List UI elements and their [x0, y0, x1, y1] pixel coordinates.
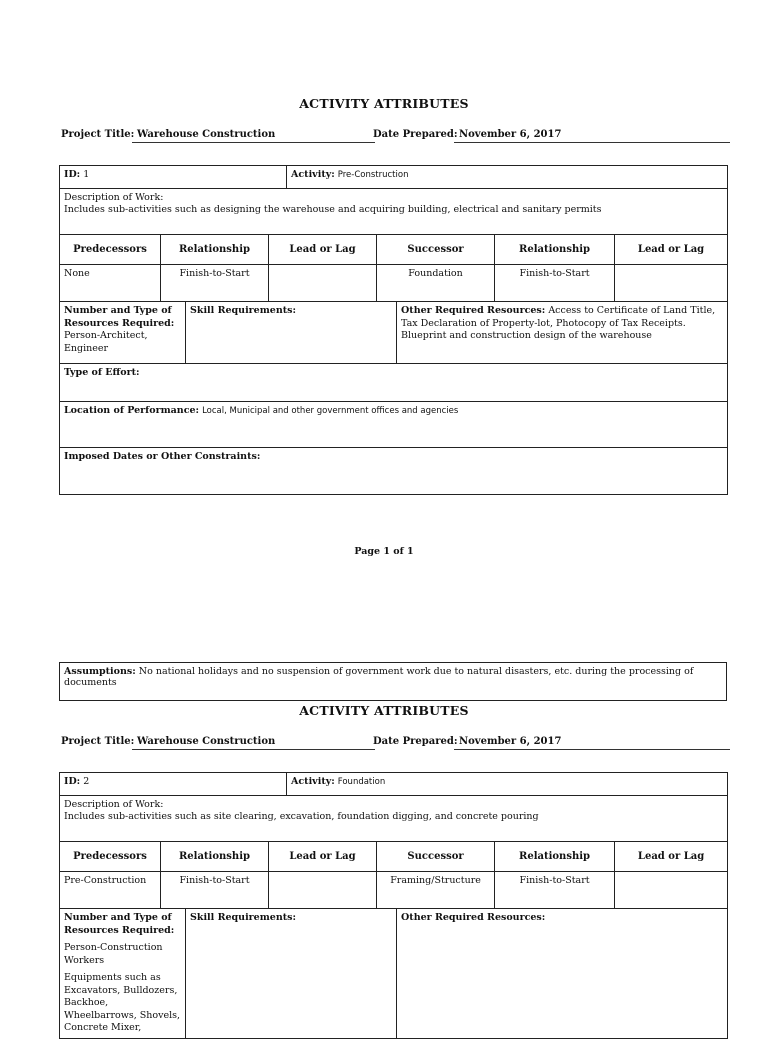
- activity-cell: [287, 166, 728, 189]
- id-value-2: 2: [83, 776, 90, 787]
- successor-value-2: Framing/Structure: [377, 872, 495, 909]
- date-prepared-label-2: Date Prepared:: [373, 736, 458, 747]
- date-prepared-value: November 6, 2017: [454, 129, 730, 143]
- col-lead-lag-succ-2: Lead or Lag: [615, 842, 728, 872]
- col-relationship-pred: Relationship: [161, 235, 269, 265]
- page-number: Page 1 of 1: [354, 546, 414, 557]
- successor-value: Foundation: [377, 265, 495, 302]
- col-lead-lag-succ: Lead or Lag: [615, 235, 728, 265]
- location-label: Location of Performance:: [64, 405, 200, 416]
- location-value: Local, Municipal and other government offices and agencies: [202, 406, 459, 416]
- assumptions-value: No national holidays and no suspension of government work due to natural disasters, etc. during the processing of documents: [64, 666, 694, 688]
- project-title-value: Warehouse Construction: [132, 129, 375, 143]
- form-title-2: ACTIVITY ATTRIBUTES: [299, 703, 469, 718]
- assumptions-cell: [60, 663, 727, 701]
- activity-table-2: [59, 772, 728, 1039]
- description-cell-2: [60, 796, 728, 842]
- id-cell-2: [60, 773, 287, 796]
- pred-relationship-value-2: Finish-to-Start: [161, 872, 269, 909]
- other-resources-cell-2: [397, 909, 728, 1039]
- id-value: 1: [83, 169, 90, 180]
- skills-label: Skill Requirements:: [190, 305, 296, 316]
- col-relationship-succ: Relationship: [495, 235, 615, 265]
- id-label: ID:: [64, 169, 81, 180]
- col-successor: Successor: [377, 235, 495, 265]
- resources-cell: [60, 302, 186, 364]
- col-predecessors: Predecessors: [60, 235, 161, 265]
- imposed-label: Imposed Dates or Other Constraints:: [64, 451, 261, 462]
- form-title: ACTIVITY ATTRIBUTES: [299, 96, 469, 111]
- pred-lead-lag-value-2: [269, 872, 377, 909]
- skills-label-2: Skill Requirements:: [190, 912, 296, 923]
- effort-label: Type of Effort:: [64, 367, 140, 378]
- col-relationship-succ-2: Relationship: [495, 842, 615, 872]
- description-value: Includes sub-activities such as designing the warehouse and acquiring building, electrical and sanitary permits: [64, 204, 602, 215]
- effort-cell: [60, 364, 728, 402]
- succ-relationship-value: Finish-to-Start: [495, 265, 615, 302]
- predecessor-value-2: Pre-Construction: [60, 872, 161, 909]
- assumptions-table: [59, 662, 727, 701]
- resources-value-2a: Person-Construction Workers: [64, 942, 163, 966]
- date-prepared-label: Date Prepared:: [373, 129, 458, 140]
- other-resources-cell: [397, 302, 728, 364]
- resources-value-2b: Equipments such as Excavators, Bulldozers, Backhoe, Wheelbarrows, Shovels, Concrete Mixer,: [64, 972, 181, 1033]
- other-resources-label-2: Other Required Resources:: [401, 912, 546, 923]
- project-title-label-2: Project Title:: [61, 736, 135, 747]
- pred-relationship-value: Finish-to-Start: [161, 265, 269, 302]
- succ-lead-lag-value-2: [615, 872, 728, 909]
- id-label-2: ID:: [64, 776, 81, 787]
- resources-cell-2: [60, 909, 186, 1039]
- description-cell: [60, 189, 728, 235]
- activity-cell-2: [287, 773, 728, 796]
- other-resources-label: Other Required Resources:: [401, 305, 546, 316]
- description-value-2: Includes sub-activities such as site clearing, excavation, foundation digging, and concrete pouring: [64, 811, 539, 822]
- activity-label-2: Activity:: [291, 776, 335, 787]
- imposed-cell: [60, 448, 728, 495]
- pred-lead-lag-value: [269, 265, 377, 302]
- activity-label: Activity:: [291, 169, 335, 180]
- other-resources-value: Access to Certificate of Land Title, Tax Declaration of Property-lot, Photocopy of Tax Receipts. Blueprint and construction design of the warehouse: [401, 305, 716, 341]
- location-cell: [60, 402, 728, 448]
- col-relationship-pred-2: Relationship: [161, 842, 269, 872]
- description-label: Description of Work:: [64, 192, 164, 203]
- skills-cell-2: [186, 909, 397, 1039]
- succ-relationship-value-2: Finish-to-Start: [495, 872, 615, 909]
- id-cell: [60, 166, 287, 189]
- resources-label: Number and Type of Resources Required:: [64, 305, 175, 329]
- description-label-2: Description of Work:: [64, 799, 164, 810]
- skills-cell: [186, 302, 397, 364]
- col-lead-lag-pred: Lead or Lag: [269, 235, 377, 265]
- col-predecessors-2: Predecessors: [60, 842, 161, 872]
- resources-value: Person-Architect, Engineer: [64, 330, 148, 354]
- col-successor-2: Successor: [377, 842, 495, 872]
- project-title-value-2: Warehouse Construction: [132, 736, 375, 750]
- project-title-label: Project Title:: [61, 129, 135, 140]
- col-lead-lag-pred-2: Lead or Lag: [269, 842, 377, 872]
- activity-table-1: [59, 165, 728, 495]
- date-prepared-value-2: November 6, 2017: [454, 736, 730, 750]
- activity-value: Pre-Construction: [337, 170, 409, 180]
- resources-label-2: Number and Type of Resources Required:: [64, 912, 175, 936]
- predecessor-value: None: [60, 265, 161, 302]
- activity-value-2: Foundation: [337, 777, 386, 787]
- assumptions-label: Assumptions:: [64, 666, 136, 677]
- succ-lead-lag-value: [615, 265, 728, 302]
